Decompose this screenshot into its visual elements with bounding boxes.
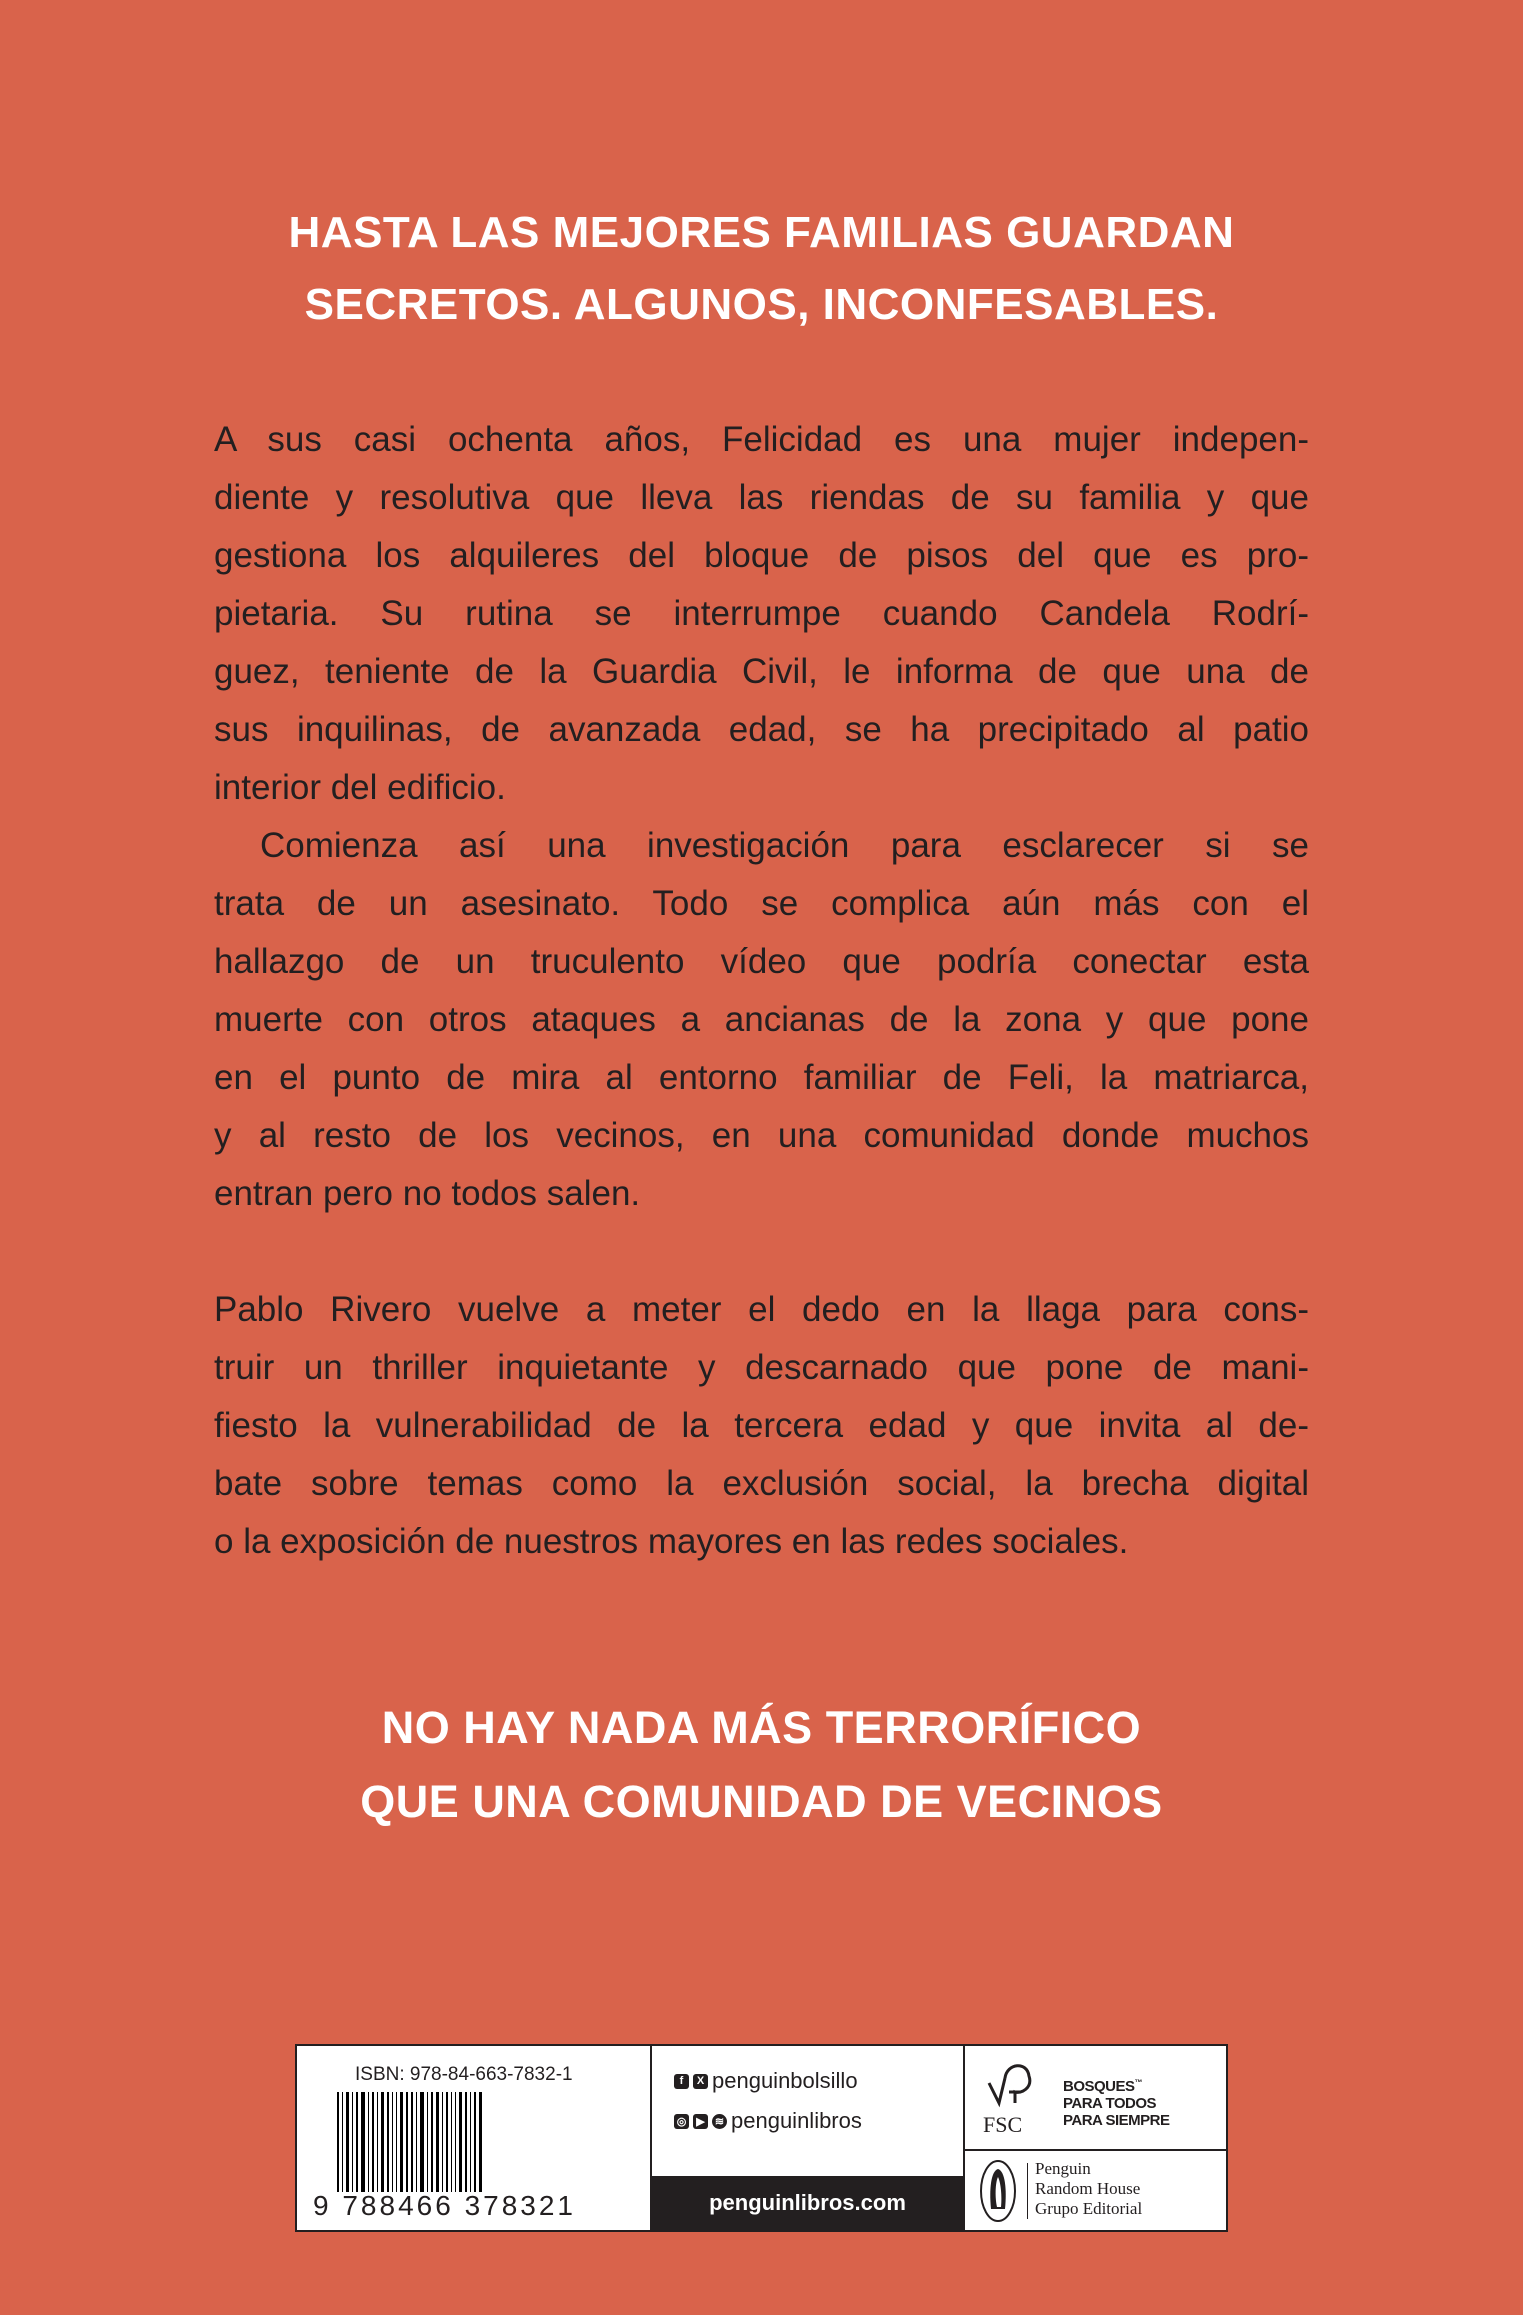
text-line: y al resto de los vecinos, en una comunidad donde muchos [214, 1116, 1309, 1155]
penguin-icon [979, 2159, 1017, 2223]
social-handle[interactable]: penguinlibros [731, 2108, 862, 2133]
text-line: fiesto la vulnerabilidad de la tercera edad y que invita al de- [214, 1406, 1309, 1445]
text-line: hallazgo de un truculento vídeo que podría conectar esta [214, 942, 1309, 981]
x-icon[interactable]: X [693, 2074, 708, 2089]
text-line: pietaria. Su rutina se interrumpe cuando Candela Rodrí- [214, 594, 1309, 633]
website-link[interactable]: penguinlibros.com [652, 2176, 963, 2230]
barcode-bar [474, 2092, 476, 2192]
isbn-label: ISBN: 978-84-663-7832-1 [355, 2064, 573, 2085]
text-line: entran pero no todos salen. [214, 1174, 641, 1213]
barcode-panel [297, 2046, 652, 2230]
text-line: o la exposición de nuestros mayores en las redes sociales. [214, 1522, 1129, 1561]
publisher-line: Random House [1035, 2179, 1141, 2198]
barcode-bar [337, 2092, 339, 2192]
fsc-slogan-line: PARA SIEMPRE [1063, 2112, 1170, 2129]
text-line: trata de un asesinato. Todo se complica aún más con el [214, 884, 1309, 923]
barcode-bar [451, 2092, 452, 2192]
barcode-bar [387, 2092, 389, 2192]
barcode-bar [479, 2092, 482, 2192]
barcode-bar [459, 2092, 462, 2192]
text-line: Pablo Rivero vuelve a meter el dedo en la llaga para cons- [214, 1290, 1309, 1329]
barcode-bar [406, 2092, 408, 2192]
fsc-slogan [1063, 2074, 1170, 2129]
text-line: en el punto de mira al entorno familiar de Feli, la matriarca, [214, 1058, 1309, 1097]
barcode-bar [342, 2092, 343, 2192]
text-line: bate sobre temas como la exclusión social, la brecha digital [214, 1464, 1309, 1503]
barcode-bar [392, 2092, 393, 2192]
text-line: interior del edificio. [214, 768, 506, 807]
social-panel [652, 2046, 965, 2230]
barcode-image [337, 2092, 569, 2192]
barcode-bar [420, 2092, 424, 2192]
barcode-bar [372, 2092, 374, 2192]
barcode-bar [377, 2092, 378, 2192]
tagline-top [0, 197, 1523, 341]
trademark: ™ [1134, 2078, 1143, 2087]
tagline-bottom-line: QUE UNA COMUNIDAD DE VECINOS [360, 1776, 1163, 1827]
synopsis-paragraph-3 [214, 1281, 1309, 1571]
tagline-top-line: HASTA LAS MEJORES FAMILIAS GUARDAN [288, 208, 1235, 257]
penguin-random-house-logo [965, 2151, 1226, 2230]
publisher-name [1035, 2159, 1142, 2219]
social-handle[interactable]: penguinbolsillo [712, 2068, 858, 2093]
text-line: Comienza así una investigación para esclarecer si se [260, 826, 1309, 865]
barcode-bar [436, 2092, 439, 2192]
barcode-bar [431, 2092, 433, 2192]
fsc-text: FSC [983, 2112, 1023, 2137]
barcode-bar [396, 2092, 397, 2192]
tagline-top-line: SECRETOS. ALGUNOS, INCONFESABLES. [304, 280, 1219, 329]
fsc-slogan-line: BOSQUES [1063, 2078, 1135, 2095]
social-row-1 [674, 2068, 858, 2094]
text-line: truir un thriller inquietante y descarnado que pone de mani- [214, 1348, 1309, 1387]
barcode-bar [416, 2092, 417, 2192]
back-cover-info-box [295, 2044, 1228, 2232]
tagline-bottom-line: NO HAY NADA MÁS TERRORÍFICO [381, 1702, 1142, 1753]
fsc-slogan-line: PARA TODOS [1063, 2095, 1157, 2112]
barcode-bar [361, 2092, 365, 2192]
logos-panel [965, 2046, 1226, 2230]
barcode-bar [381, 2092, 384, 2192]
barcode-bar [427, 2092, 428, 2192]
barcode-bar [465, 2092, 467, 2192]
tree-icon [987, 2058, 1033, 2108]
text-line: A sus casi ochenta años, Felicidad es una mujer indepen- [214, 420, 1309, 459]
barcode-digits: 9 788466 378321 [313, 2190, 576, 2221]
text-line: diente y resolutiva que lleva las riendas de su familia y que [214, 478, 1309, 517]
instagram-icon[interactable]: ◎ [674, 2114, 689, 2129]
barcode-bar [446, 2092, 448, 2192]
synopsis-paragraph-2 [214, 817, 1309, 1223]
synopsis-paragraph-1 [214, 411, 1309, 817]
barcode-bar [455, 2092, 456, 2192]
barcode-bar [411, 2092, 413, 2192]
text-line: gestiona los alquileres del bloque de pisos del que es pro- [214, 536, 1309, 575]
text-line: guez, teniente de la Guardia Civil, le informa de que una de [214, 652, 1309, 691]
synopsis [214, 411, 1309, 1571]
publisher-line: Penguin [1035, 2159, 1091, 2178]
barcode-bar [442, 2092, 443, 2192]
social-row-2 [674, 2108, 862, 2134]
fsc-logo [965, 2046, 1226, 2151]
facebook-icon[interactable]: f [674, 2074, 689, 2089]
barcode-bar [400, 2092, 403, 2192]
tagline-bottom [0, 1691, 1523, 1839]
barcode-bar [368, 2092, 369, 2192]
barcode-bar [352, 2092, 353, 2192]
spotify-icon[interactable]: ≋ [712, 2114, 727, 2129]
youtube-icon[interactable]: ▶ [693, 2114, 708, 2129]
barcode-bar [470, 2092, 471, 2192]
publisher-line: Grupo Editorial [1035, 2199, 1143, 2218]
barcode-bar [356, 2092, 358, 2192]
text-line: sus inquilinas, de avanzada edad, se ha precipitado al patio [214, 710, 1309, 749]
barcode-bar [346, 2092, 349, 2192]
text-line: muerte con otros ataques a ancianas de la zona y que pone [214, 1000, 1309, 1039]
